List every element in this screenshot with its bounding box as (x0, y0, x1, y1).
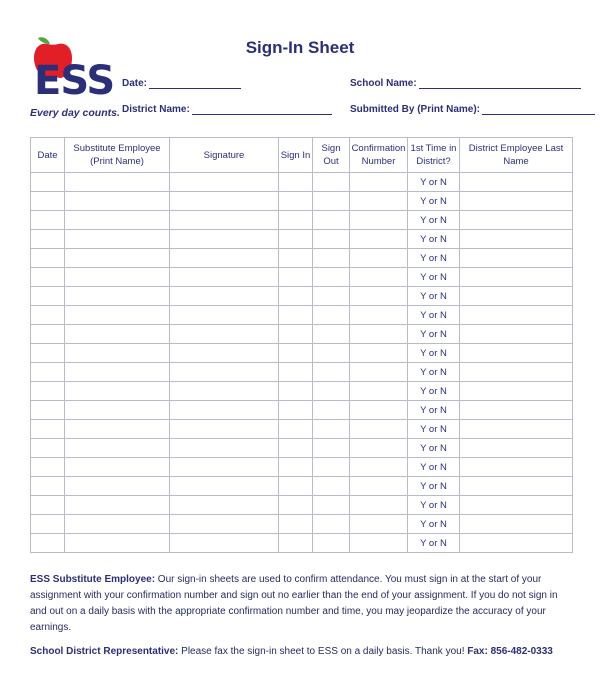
sign-out-cell[interactable] (313, 382, 350, 401)
date-cell[interactable] (31, 363, 65, 382)
signature-cell[interactable] (170, 192, 279, 211)
sign-in-table (30, 137, 573, 553)
sign-in-cell[interactable] (279, 534, 313, 553)
table-row (31, 287, 573, 306)
substitute-cell[interactable] (65, 496, 170, 515)
district-employee-cell[interactable] (460, 287, 573, 306)
confirmation-cell[interactable] (350, 230, 408, 249)
date-field[interactable] (122, 78, 241, 89)
sign-out-cell[interactable] (313, 325, 350, 344)
sign-in-cell[interactable] (279, 268, 313, 287)
sign-out-cell[interactable] (313, 420, 350, 439)
signature-cell[interactable] (170, 249, 279, 268)
substitute-cell[interactable] (65, 363, 170, 382)
confirmation-cell[interactable] (350, 306, 408, 325)
sign-out-cell[interactable] (313, 230, 350, 249)
table-row (31, 534, 573, 553)
sign-out-cell[interactable] (313, 306, 350, 325)
sign-out-cell[interactable] (313, 439, 350, 458)
sign-in-cell[interactable] (279, 363, 313, 382)
page-title: Sign-In Sheet (245, 38, 355, 57)
date-cell[interactable] (31, 420, 65, 439)
district-employee-cell[interactable] (460, 306, 573, 325)
signature-cell[interactable] (170, 325, 279, 344)
table-row (31, 211, 573, 230)
district-employee-cell[interactable] (460, 325, 573, 344)
sign-out-cell[interactable] (313, 363, 350, 382)
signature-cell[interactable] (170, 230, 279, 249)
sign-out-cell[interactable] (313, 192, 350, 211)
substitute-cell[interactable] (65, 325, 170, 344)
confirmation-cell[interactable] (350, 192, 408, 211)
sign-in-cell[interactable] (279, 382, 313, 401)
fax-number: Fax: 856-482-0333 (467, 646, 553, 657)
substitute-cell[interactable] (65, 173, 170, 192)
sign-in-cell[interactable] (279, 515, 313, 534)
confirmation-cell[interactable] (350, 439, 408, 458)
substitute-cell[interactable] (65, 230, 170, 249)
sign-in-cell[interactable] (279, 230, 313, 249)
sign-in-cell[interactable] (279, 287, 313, 306)
signature-cell[interactable] (170, 477, 279, 496)
sign-in-cell[interactable] (279, 401, 313, 420)
sign-in-cell[interactable] (279, 439, 313, 458)
district-employee-cell[interactable] (460, 230, 573, 249)
first-time-cell[interactable]: Y or N (408, 515, 460, 534)
district-employee-cell[interactable] (460, 211, 573, 230)
table-row (31, 192, 573, 211)
table-row (31, 363, 573, 382)
table-row (31, 249, 573, 268)
confirmation-cell[interactable] (350, 477, 408, 496)
date-line (149, 78, 241, 89)
date-cell[interactable] (31, 401, 65, 420)
date-cell[interactable] (31, 458, 65, 477)
substitute-cell[interactable] (65, 268, 170, 287)
sign-in-cell[interactable] (279, 344, 313, 363)
signature-cell[interactable] (170, 306, 279, 325)
date-cell[interactable] (31, 325, 65, 344)
date-cell[interactable] (31, 192, 65, 211)
col-header-substitute: Substitute Employee (Print Name) (65, 138, 170, 173)
confirmation-cell[interactable] (350, 496, 408, 515)
sign-out-cell[interactable] (313, 249, 350, 268)
table-row (31, 401, 573, 420)
col-header-signature: Signature (170, 138, 279, 173)
signature-cell[interactable] (170, 401, 279, 420)
table-row (31, 325, 573, 344)
substitute-cell[interactable] (65, 515, 170, 534)
logo-wordmark: ESS (34, 58, 115, 104)
date-cell[interactable] (31, 477, 65, 496)
signature-cell[interactable] (170, 382, 279, 401)
date-cell[interactable] (31, 211, 65, 230)
date-label: Date: (122, 78, 148, 89)
sign-out-cell[interactable] (313, 496, 350, 515)
district-employee-cell[interactable] (460, 268, 573, 287)
confirmation-cell[interactable] (350, 287, 408, 306)
school-name-field[interactable] (350, 78, 581, 89)
sign-out-cell[interactable] (313, 344, 350, 363)
table-row (31, 306, 573, 325)
substitute-cell[interactable] (65, 249, 170, 268)
first-time-cell[interactable]: Y or N (408, 439, 460, 458)
substitute-cell[interactable] (65, 420, 170, 439)
representative-note (30, 644, 575, 660)
district-employee-cell[interactable] (460, 401, 573, 420)
table-row (31, 458, 573, 477)
sign-in-cell[interactable] (279, 249, 313, 268)
date-cell[interactable] (31, 230, 65, 249)
employee-note (30, 572, 575, 636)
employee-note-text: Our sign-in sheets are used to confirm attendance. You must sign in at the start of your assignment with your confirmation number and sign out no earlier than the end of your assignment. If you do not sign in and out on a daily basis with the appropriate confirmation number and time, you may jeopardize the accuracy of your earnings. (30, 574, 558, 633)
substitute-cell[interactable] (65, 287, 170, 306)
table-row (31, 382, 573, 401)
confirmation-cell[interactable] (350, 268, 408, 287)
table-row (31, 268, 573, 287)
table-row (31, 439, 573, 458)
table-row (31, 420, 573, 439)
substitute-cell[interactable] (65, 306, 170, 325)
date-cell[interactable] (31, 382, 65, 401)
signature-cell[interactable] (170, 420, 279, 439)
employee-note-label: ESS Substitute Employee: (30, 574, 156, 585)
substitute-cell[interactable] (65, 458, 170, 477)
sign-out-cell[interactable] (313, 268, 350, 287)
sign-out-cell[interactable] (313, 173, 350, 192)
table-row (31, 515, 573, 534)
sign-in-cell[interactable] (279, 211, 313, 230)
confirmation-cell[interactable] (350, 344, 408, 363)
first-time-cell[interactable]: Y or N (408, 344, 460, 363)
logo-tagline: Every day counts. (30, 107, 120, 119)
submitted-by-line (482, 104, 595, 115)
school-name-label: School Name: (350, 78, 417, 89)
district-employee-cell[interactable] (460, 363, 573, 382)
sign-out-cell[interactable] (313, 477, 350, 496)
district-employee-cell[interactable] (460, 496, 573, 515)
signature-cell[interactable] (170, 458, 279, 477)
table-row (31, 230, 573, 249)
school-name-line (419, 78, 581, 89)
date-cell[interactable] (31, 534, 65, 553)
first-time-cell[interactable]: Y or N (408, 382, 460, 401)
district-employee-cell[interactable] (460, 534, 573, 553)
col-header-sign-in: Sign In (279, 138, 313, 173)
confirmation-cell[interactable] (350, 325, 408, 344)
first-time-cell[interactable]: Y or N (408, 477, 460, 496)
sign-out-cell[interactable] (313, 515, 350, 534)
sign-in-cell[interactable] (279, 192, 313, 211)
signature-cell[interactable] (170, 496, 279, 515)
district-name-line (192, 104, 332, 115)
date-cell[interactable] (31, 344, 65, 363)
district-employee-cell[interactable] (460, 458, 573, 477)
table-row (31, 477, 573, 496)
first-time-cell[interactable]: Y or N (408, 401, 460, 420)
confirmation-cell[interactable] (350, 458, 408, 477)
representative-note-text: Please fax the sign-in sheet to ESS on a daily basis. Thank you! (178, 646, 468, 657)
first-time-cell[interactable]: Y or N (408, 173, 460, 192)
representative-note-label: School District Representative: (30, 646, 179, 657)
first-time-cell[interactable]: Y or N (408, 268, 460, 287)
substitute-cell[interactable] (65, 211, 170, 230)
date-cell[interactable] (31, 496, 65, 515)
confirmation-cell[interactable] (350, 401, 408, 420)
district-employee-cell[interactable] (460, 249, 573, 268)
table-header-row (31, 138, 573, 173)
submitted-by-field[interactable] (350, 104, 595, 115)
district-employee-cell[interactable] (460, 192, 573, 211)
district-name-field[interactable] (122, 104, 332, 115)
first-time-cell[interactable]: Y or N (408, 458, 460, 477)
first-time-cell[interactable]: Y or N (408, 534, 460, 553)
first-time-cell[interactable]: Y or N (408, 496, 460, 515)
col-header-first-time: 1st Time in District? (408, 138, 460, 173)
first-time-cell[interactable]: Y or N (408, 306, 460, 325)
sign-in-cell[interactable] (279, 496, 313, 515)
first-time-cell[interactable]: Y or N (408, 325, 460, 344)
confirmation-cell[interactable] (350, 173, 408, 192)
first-time-cell[interactable]: Y or N (408, 249, 460, 268)
col-header-confirmation: Confirmation Number (350, 138, 408, 173)
signature-cell[interactable] (170, 344, 279, 363)
first-time-cell[interactable]: Y or N (408, 420, 460, 439)
district-employee-cell[interactable] (460, 173, 573, 192)
sign-out-cell[interactable] (313, 401, 350, 420)
signature-cell[interactable] (170, 534, 279, 553)
confirmation-cell[interactable] (350, 363, 408, 382)
first-time-cell[interactable]: Y or N (408, 230, 460, 249)
table-row (31, 173, 573, 192)
col-header-date: Date (31, 138, 65, 173)
submitted-by-label: Submitted By (Print Name): (350, 104, 481, 115)
first-time-cell[interactable]: Y or N (408, 287, 460, 306)
first-time-cell[interactable]: Y or N (408, 192, 460, 211)
signature-cell[interactable] (170, 211, 279, 230)
table-row (31, 496, 573, 515)
col-header-district-employee: District Employee Last Name (460, 138, 573, 173)
signature-cell[interactable] (170, 268, 279, 287)
signature-cell[interactable] (170, 515, 279, 534)
sign-in-cell[interactable] (279, 458, 313, 477)
date-cell[interactable] (31, 306, 65, 325)
substitute-cell[interactable] (65, 477, 170, 496)
substitute-cell[interactable] (65, 401, 170, 420)
confirmation-cell[interactable] (350, 420, 408, 439)
sign-in-cell[interactable] (279, 306, 313, 325)
district-employee-cell[interactable] (460, 515, 573, 534)
sign-out-cell[interactable] (313, 534, 350, 553)
district-employee-cell[interactable] (460, 477, 573, 496)
sign-out-cell[interactable] (313, 458, 350, 477)
sign-in-cell[interactable] (279, 173, 313, 192)
district-employee-cell[interactable] (460, 382, 573, 401)
district-employee-cell[interactable] (460, 439, 573, 458)
date-cell[interactable] (31, 439, 65, 458)
sign-in-cell[interactable] (279, 325, 313, 344)
confirmation-cell[interactable] (350, 382, 408, 401)
instructions (30, 572, 575, 668)
first-time-cell[interactable]: Y or N (408, 363, 460, 382)
signature-cell[interactable] (170, 439, 279, 458)
substitute-cell[interactable] (65, 534, 170, 553)
sign-out-cell[interactable] (313, 211, 350, 230)
substitute-cell[interactable] (65, 344, 170, 363)
confirmation-cell[interactable] (350, 534, 408, 553)
date-cell[interactable] (31, 249, 65, 268)
col-header-sign-out: Sign Out (313, 138, 350, 173)
district-employee-cell[interactable] (460, 420, 573, 439)
confirmation-cell[interactable] (350, 211, 408, 230)
date-cell[interactable] (31, 268, 65, 287)
sign-out-cell[interactable] (313, 287, 350, 306)
date-cell[interactable] (31, 287, 65, 306)
confirmation-cell[interactable] (350, 249, 408, 268)
sign-in-cell[interactable] (279, 420, 313, 439)
confirmation-cell[interactable] (350, 515, 408, 534)
district-name-label: District Name: (122, 104, 190, 115)
substitute-cell[interactable] (65, 192, 170, 211)
first-time-cell[interactable]: Y or N (408, 211, 460, 230)
signature-cell[interactable] (170, 287, 279, 306)
signature-cell[interactable] (170, 173, 279, 192)
sign-in-cell[interactable] (279, 477, 313, 496)
substitute-cell[interactable] (65, 439, 170, 458)
district-employee-cell[interactable] (460, 344, 573, 363)
signature-cell[interactable] (170, 363, 279, 382)
substitute-cell[interactable] (65, 382, 170, 401)
date-cell[interactable] (31, 515, 65, 534)
table-row (31, 344, 573, 363)
date-cell[interactable] (31, 173, 65, 192)
